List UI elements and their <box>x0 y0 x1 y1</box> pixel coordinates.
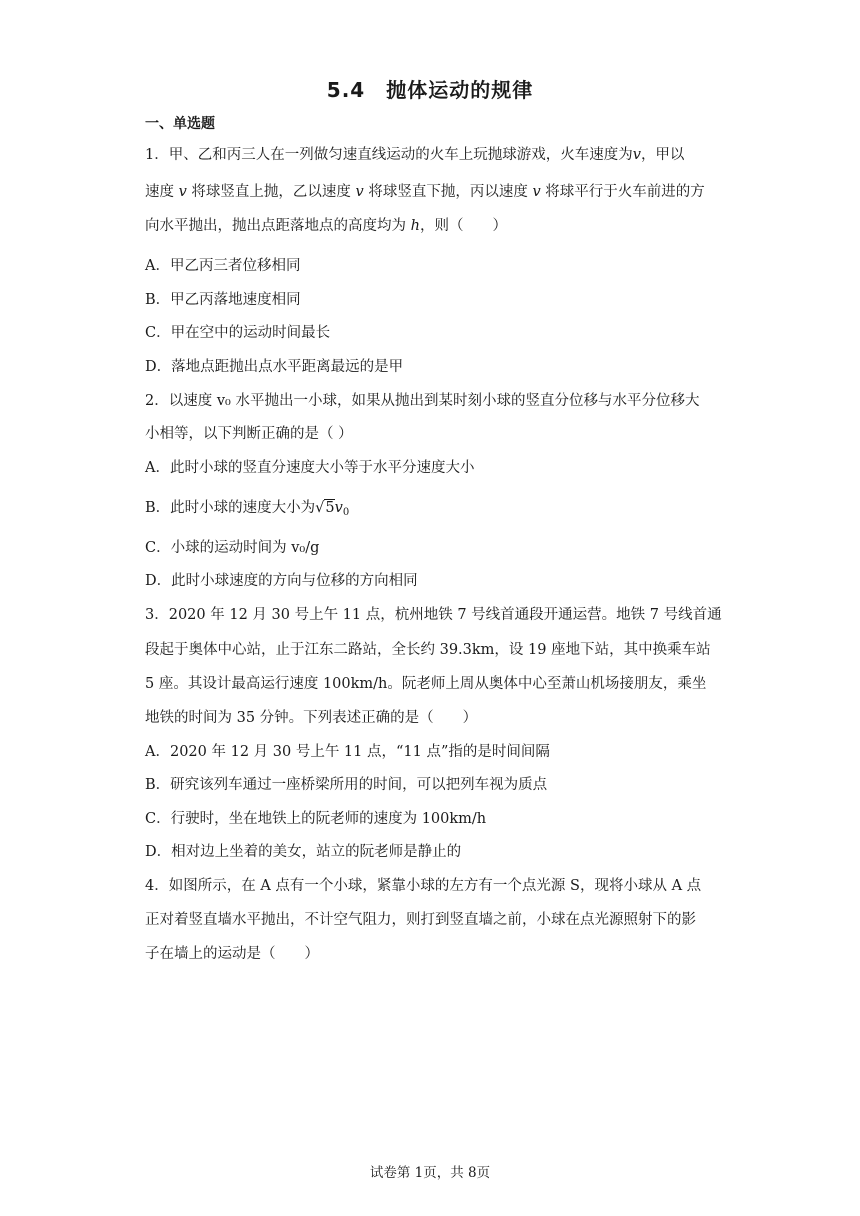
q3-option-d: D．相对边上坐着的美女，站立的阮老师是静止的 <box>145 844 462 860</box>
q2-stem-line-2: 小相等，以下判断正确的是（ ） <box>145 426 353 442</box>
q3-option-a: A．2020 年 12 月 30 号上午 11 点，“11 点”指的是时间间隔 <box>145 744 550 760</box>
q2-option-b: B．此时小球的速度大小为$√5v_0$ <box>145 500 350 518</box>
q2-stem-line-1: 2．以速度 v₀ 水平抛出一小球，如果从抛出到某时刻小球的竖直分位移与水平分位移大 <box>145 393 700 409</box>
q1-option-d: D．落地点距抛出点水平距离最远的是甲 <box>145 359 404 375</box>
q3-stem-line-2: 段起于奥体中心站，止于江东二路站，全长约 39.3km，设 19 座地下站，其中换乘车站 <box>145 642 711 658</box>
q3-stem-line-3: 5 座。其设计最高运行速度 100km/h。阮老师上周从奥体中心至萧山机场接朋友，乘坐 <box>145 676 707 692</box>
page-footer: 试卷第 1页，共 8页 <box>369 1165 491 1181</box>
q1-stem-line-1: 1．甲、乙和丙三人在一列做匀速直线运动的火车上玩抛球游戏，火车速度为v，甲以 <box>145 147 685 163</box>
q3-stem-line-4: 地铁的时间为 35 分钟。下列表述正确的是（ ） <box>145 710 478 726</box>
q2-option-a: A．此时小球的竖直分速度大小等于水平分速度大小 <box>145 460 475 476</box>
q1-stem-line-2: 速度 v 将球竖直上抛，乙以速度 v 将球竖直下抛，丙以速度 v 将球平行于火车前进的方 <box>145 184 705 200</box>
q2-option-c: C．小球的运动时间为 v₀/g <box>145 540 320 556</box>
q1-option-b: B．甲乙丙落地速度相同 <box>145 292 301 308</box>
section-heading: 一、单选题 <box>145 116 215 132</box>
q1-option-c: C．甲在空中的运动时间最长 <box>145 325 331 341</box>
q4-stem-line-2: 正对着竖直墙水平抛出，不计空气阻力，则打到竖直墙之前，小球在点光源照射下的影 <box>145 912 696 928</box>
q4-stem-line-1: 4．如图所示，在 A 点有一个小球，紧靠小球的左方有一个点光源 S，现将小球从 A 点 <box>145 878 702 894</box>
q3-option-c: C．行驶时，坐在地铁上的阮老师的速度为 100km/h <box>145 811 487 827</box>
q3-option-b: B．研究该列车通过一座桥梁所用的时间，可以把列车视为质点 <box>145 777 548 793</box>
q4-stem-line-3: 子在墙上的运动是（ ） <box>145 946 319 962</box>
q3-stem-line-1: 3．2020 年 12 月 30 号上午 11 点，杭州地铁 7 号线首通段开通运营。地铁 7 号线首通 <box>145 607 722 623</box>
q1-option-a: A．甲乙丙三者位移相同 <box>145 258 301 274</box>
q1-stem-line-3: 向水平抛出，抛出点距落地点的高度均为 h，则（ ） <box>145 218 507 234</box>
q2-option-d: D．此时小球速度的方向与位移的方向相同 <box>145 573 418 589</box>
sqrt-expression: √5 <box>315 500 335 516</box>
page-title: 5.4 抛体运动的规律 <box>326 78 534 102</box>
